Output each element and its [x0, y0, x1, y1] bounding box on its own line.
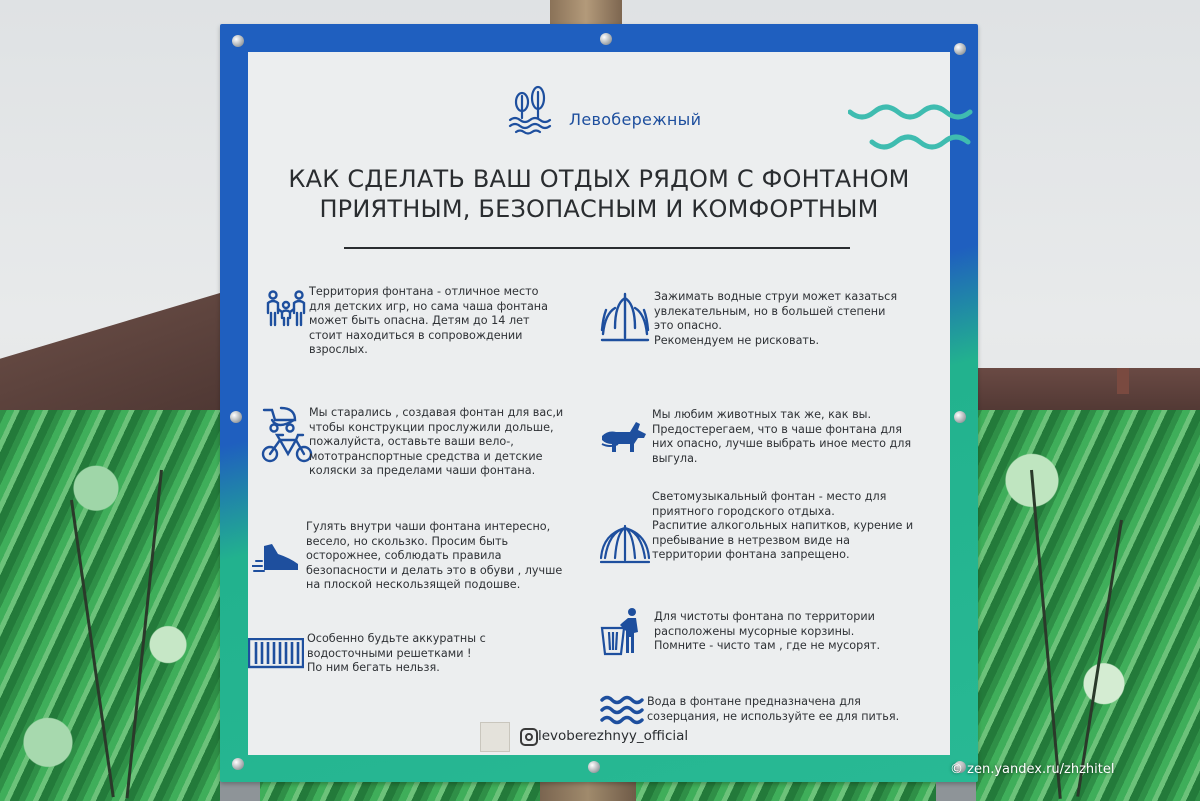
- sign-panel: [248, 52, 950, 755]
- screw: [954, 43, 966, 55]
- rule-item-vehicles: [258, 402, 608, 492]
- chimney: [1117, 368, 1129, 394]
- rule-item-jets: [600, 290, 945, 360]
- trash-bin-icon: [600, 606, 646, 658]
- rule-item-alcohol: [600, 490, 945, 570]
- rule-item-drains: [248, 632, 608, 692]
- fountain-jets-icon: [600, 290, 650, 346]
- dog-icon: [598, 414, 650, 454]
- watermark-text: zen.yandex.ru/zhzhitel: [967, 762, 1115, 777]
- title-line-2: ПРИЯТНЫМ, БЕЗОПАСНЫМ И КОМФОРТНЫМ: [319, 195, 879, 223]
- rule-text: Зажимать водные струи может казаться увлекательным, но в большей степени это опасно. Рекомендуем не рисковать.: [654, 290, 898, 347]
- instagram-icon: [520, 728, 538, 746]
- fence-post-right: [936, 780, 976, 801]
- rule-text: Для чистоты фонтана по территории расположены мусорные корзины. Помните - чисто там , где не мусорят.: [654, 610, 881, 652]
- fountain-rules-sign: [220, 24, 978, 782]
- screw: [600, 33, 612, 45]
- title-divider: [344, 247, 850, 249]
- photo-watermark: © zen.yandex.ru/zhzhitel: [950, 762, 1115, 777]
- music-fountain-icon: [600, 522, 650, 566]
- trees-water-logo-icon: [506, 82, 558, 138]
- rule-text: Мы старались , создавая фонтан для вас,и чтобы конструкции прослужили дольше, пожалуйста, оставьте ваши вело-, мототранспортные средства и детские коляски за пределами чаши фонтана.: [309, 406, 564, 477]
- screw: [232, 35, 244, 47]
- family-icon: [264, 287, 308, 331]
- screw: [954, 411, 966, 423]
- rule-item-slippery: [252, 518, 608, 618]
- sign-footer: [480, 722, 710, 754]
- decorative-waves-icon: [848, 102, 978, 162]
- rule-item-children: [264, 287, 604, 367]
- rule-text: Светомузыкальный фонтан - место для приятного городского отдыха. Распитие алкогольных напитков, курение и пребывание в нетрезвом виде на территории фонтана запрещено.: [652, 490, 914, 561]
- screw: [230, 411, 242, 423]
- rule-text: Территория фонтана - отличное место для детских игр, но сама чаша фонтана может быть опасна. Детям до 14 лет стоит находиться в сопровождении взрослых.: [309, 285, 548, 356]
- rule-item-animals: [598, 408, 948, 482]
- rule-text: Мы любим животных так же, как вы. Предостерегаем, что в чаше фонтана для них опасно, лучше выбрать иное место для выгула.: [652, 408, 912, 465]
- rule-item-litter: [600, 604, 945, 664]
- brand-logo: [506, 82, 726, 138]
- fence-post-left: [220, 780, 260, 801]
- sign-title: [248, 164, 950, 224]
- rule-text: Вода в фонтане предназначена для созерцания, не используйте ее для питья.: [647, 695, 900, 723]
- instagram-handle: levoberezhnyy_official: [538, 728, 689, 744]
- brand-name: Левобережный: [569, 110, 702, 129]
- stroller-bicycle-icon: [258, 402, 314, 466]
- rule-text: Особенно будьте аккуратны с водосточными решетками ! По ним бегать нельзя.: [307, 632, 486, 674]
- drain-grate-icon: [248, 638, 304, 670]
- sticker: [480, 722, 510, 752]
- sneaker-icon: [252, 538, 302, 578]
- house-roof-left: [0, 290, 230, 415]
- title-line-1: КАК СДЕЛАТЬ ВАШ ОТДЫХ РЯДОМ С ФОНТАНОМ: [288, 165, 910, 193]
- screw: [232, 758, 244, 770]
- rule-text: Гулять внутри чаши фонтана интересно, весело, но скользко. Просим быть осторожнее, соблюдать правила безопасности и делать это в обуви , лучше на плоской нескользящей подошве.: [306, 520, 563, 591]
- sign-pole-bottom: [540, 780, 636, 801]
- screw: [588, 761, 600, 773]
